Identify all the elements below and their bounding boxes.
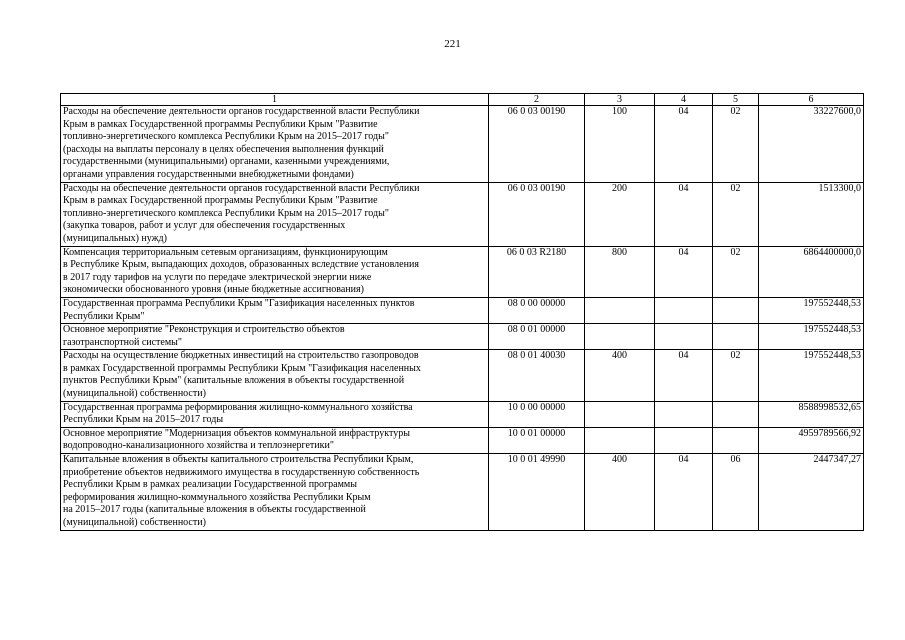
row-section: [655, 401, 713, 427]
row-description: Компенсация территориальным сетевым организациям, функционирующим в Республике Крым, выпадающих доходов, образованных вследствие установления в 2017 году тарифов на услуги по передаче электрической энергии ниже экономически обоснованного уровня (иные бюджетные ассигнования): [61, 246, 489, 297]
row-section: 04: [655, 350, 713, 401]
row-description: Расходы на обеспечение деятельности органов государственной власти Республики Крым в рамках Государственной программы Республики Крым "Развитие топливно-энергетического комплекса Республики Крым на 2015–2017 годы" (закупка товаров, работ и услуг для обеспечения государственных (муниципальных) нужд): [61, 182, 489, 246]
row-section: [655, 324, 713, 350]
row-section: [655, 297, 713, 323]
row-target-code: 08 0 01 40030: [489, 350, 585, 401]
row-expense-type: 200: [585, 182, 655, 246]
row-subsection: [713, 297, 759, 323]
row-subsection: [713, 401, 759, 427]
row-expense-type: [585, 324, 655, 350]
row-expense-type: 800: [585, 246, 655, 297]
column-header-5: 5: [713, 94, 759, 106]
row-target-code: 10 0 01 00000: [489, 427, 585, 453]
row-target-code: 06 0 03 00190: [489, 106, 585, 183]
row-target-code: 10 0 00 00000: [489, 401, 585, 427]
row-target-code: 06 0 03 R2180: [489, 246, 585, 297]
table-row: [61, 182, 864, 246]
column-header-3: 3: [585, 94, 655, 106]
table-header-row: [61, 94, 864, 106]
table-row: [61, 350, 864, 401]
budget-table: [60, 93, 864, 531]
row-amount: 4959789566,92: [759, 427, 864, 453]
row-expense-type: [585, 297, 655, 323]
row-subsection: [713, 324, 759, 350]
row-description: Капитальные вложения в объекты капитального строительства Республики Крым, приобретение объектов недвижимого имущества в государственную собственность Республики Крым в рамках реализации Государственной программы реформирования жилищно-коммунального хозяйства Республики Крым на 2015–2017 годы (капитальные вложения в объекты государственной (муниципальной) собственности): [61, 454, 489, 531]
row-amount: 33227600,0: [759, 106, 864, 183]
page-number: 221: [444, 38, 461, 50]
row-expense-type: [585, 427, 655, 453]
row-description: Расходы на обеспечение деятельности органов государственной власти Республики Крым в рамках Государственной программы Республики Крым "Развитие топливно-энергетического комплекса Республики Крым на 2015–2017 годы" (расходы на выплаты персоналу в целях обеспечения выполнения функций государственными (муниципальными) органами, казенными учреждениями, органами управления государственными внебюджетными фондами): [61, 106, 489, 183]
row-section: 04: [655, 182, 713, 246]
table-row: [61, 401, 864, 427]
row-target-code: 10 0 01 49990: [489, 454, 585, 531]
column-header-6: 6: [759, 94, 864, 106]
row-expense-type: 400: [585, 454, 655, 531]
row-section: [655, 427, 713, 453]
column-header-2: 2: [489, 94, 585, 106]
row-amount: 1513300,0: [759, 182, 864, 246]
row-target-code: 08 0 01 00000: [489, 324, 585, 350]
row-section: 04: [655, 454, 713, 531]
row-description: Основное мероприятие "Модернизация объектов коммунальной инфраструктуры водопроводно-канализационного хозяйства и теплоэнергетики": [61, 427, 489, 453]
row-target-code: 08 0 00 00000: [489, 297, 585, 323]
row-amount: 197552448,53: [759, 324, 864, 350]
row-subsection: 06: [713, 454, 759, 531]
row-subsection: 02: [713, 106, 759, 183]
column-header-4: 4: [655, 94, 713, 106]
row-description: Расходы на осуществление бюджетных инвестиций на строительство газопроводов в рамках Государственной программы Республики Крым "Газификация населенных пунктов Республики Крым" (капитальные вложения в объекты государственной (муниципальной) собственности): [61, 350, 489, 401]
row-section: 04: [655, 106, 713, 183]
row-section: 04: [655, 246, 713, 297]
table-row: [61, 297, 864, 323]
column-header-1: 1: [61, 94, 489, 106]
row-description: Государственная программа Республики Крым "Газификация населенных пунктов Республики Крым": [61, 297, 489, 323]
table-row: [61, 246, 864, 297]
table-row: [61, 454, 864, 531]
row-amount: 197552448,53: [759, 350, 864, 401]
row-description: Государственная программа реформирования жилищно-коммунального хозяйства Республики Крым на 2015–2017 годы: [61, 401, 489, 427]
row-expense-type: [585, 401, 655, 427]
row-expense-type: 100: [585, 106, 655, 183]
table-row: [61, 324, 864, 350]
row-subsection: 02: [713, 182, 759, 246]
table-row: [61, 106, 864, 183]
table-row: [61, 427, 864, 453]
row-subsection: [713, 427, 759, 453]
row-target-code: 06 0 03 00190: [489, 182, 585, 246]
row-amount: 8588998532,65: [759, 401, 864, 427]
row-subsection: 02: [713, 350, 759, 401]
row-expense-type: 400: [585, 350, 655, 401]
row-description: Основное мероприятие "Реконструкция и строительство объектов газотранспортной системы": [61, 324, 489, 350]
row-subsection: 02: [713, 246, 759, 297]
row-amount: 197552448,53: [759, 297, 864, 323]
row-amount: 2447347,27: [759, 454, 864, 531]
row-amount: 6864400000,0: [759, 246, 864, 297]
